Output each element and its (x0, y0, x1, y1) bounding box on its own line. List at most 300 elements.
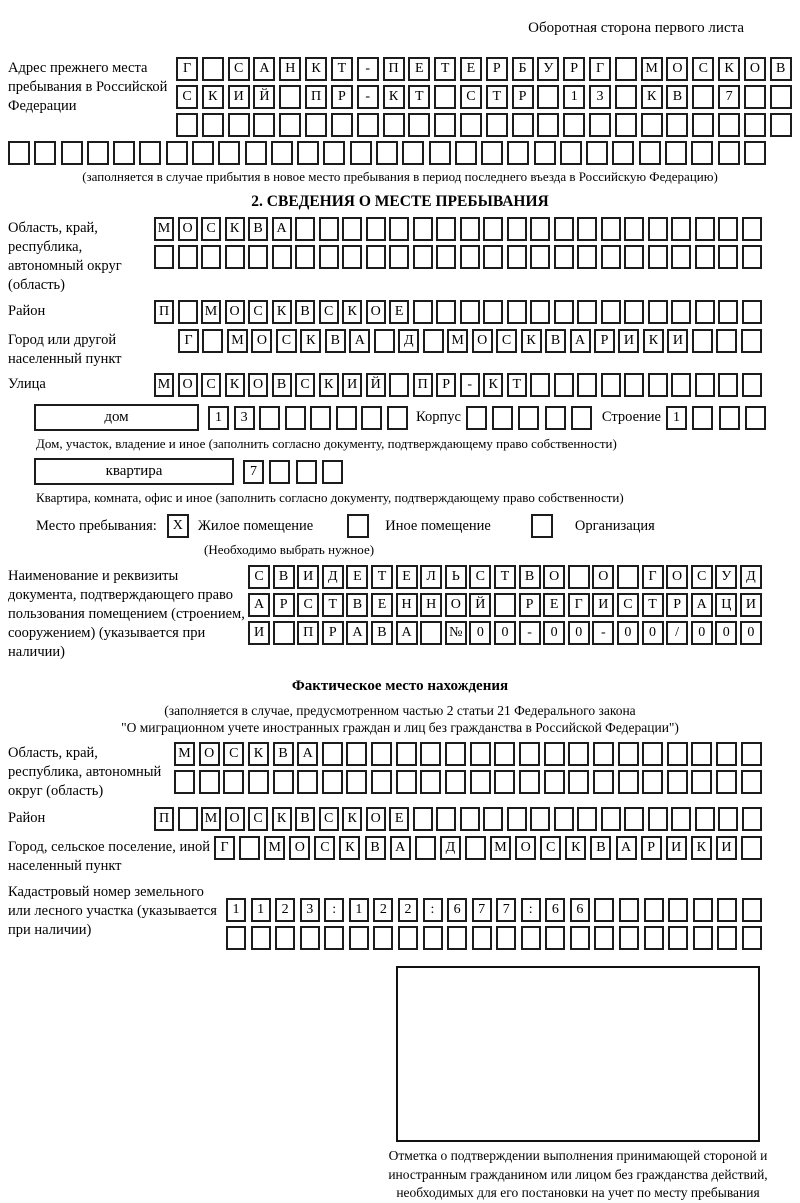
char-box[interactable] (202, 329, 223, 353)
char-box[interactable]: К (641, 85, 663, 109)
char-box[interactable] (481, 141, 503, 165)
char-box[interactable] (273, 621, 295, 645)
char-box[interactable] (560, 141, 582, 165)
char-box[interactable] (695, 217, 715, 241)
char-box[interactable] (8, 141, 30, 165)
char-box[interactable] (387, 406, 408, 430)
char-box[interactable] (420, 770, 441, 794)
char-box[interactable] (648, 217, 668, 241)
char-box[interactable] (423, 329, 444, 353)
char-box[interactable] (716, 329, 737, 353)
char-box[interactable]: Е (389, 300, 409, 324)
char-box[interactable] (589, 113, 611, 137)
char-box[interactable] (601, 807, 621, 831)
char-box[interactable]: О (199, 742, 220, 766)
char-box[interactable]: О (366, 300, 386, 324)
char-box[interactable]: В (365, 836, 386, 860)
char-box[interactable] (544, 742, 565, 766)
char-box[interactable] (295, 217, 315, 241)
char-box[interactable]: В (272, 373, 292, 397)
char-box[interactable]: Т (408, 85, 430, 109)
char-box[interactable] (272, 245, 292, 269)
char-box[interactable] (537, 113, 559, 137)
char-box[interactable] (537, 85, 559, 109)
char-box[interactable]: 0 (494, 621, 516, 645)
char-box[interactable]: С (691, 565, 713, 589)
char-box[interactable] (618, 770, 639, 794)
char-box[interactable]: С (692, 57, 714, 81)
char-box[interactable] (251, 926, 271, 950)
char-box[interactable] (436, 245, 456, 269)
char-box[interactable] (692, 329, 713, 353)
char-box[interactable] (617, 565, 639, 589)
char-box[interactable] (742, 217, 762, 241)
char-box[interactable]: В (371, 621, 393, 645)
char-box[interactable] (593, 742, 614, 766)
char-box[interactable] (429, 141, 451, 165)
char-box[interactable] (624, 373, 644, 397)
char-box[interactable] (744, 85, 766, 109)
char-box[interactable]: П (413, 373, 433, 397)
char-box[interactable] (389, 373, 409, 397)
char-box[interactable]: 1 (349, 898, 369, 922)
char-box[interactable] (718, 245, 738, 269)
char-box[interactable] (619, 898, 639, 922)
char-box[interactable]: В (545, 329, 566, 353)
char-box[interactable]: 1 (226, 898, 246, 922)
char-box[interactable] (695, 300, 715, 324)
char-box[interactable] (667, 742, 688, 766)
char-box[interactable]: С (460, 85, 482, 109)
house-field-box[interactable]: дом (34, 404, 199, 431)
char-box[interactable]: К (300, 329, 321, 353)
char-box[interactable]: 1 (563, 85, 585, 109)
char-box[interactable] (594, 898, 614, 922)
char-box[interactable]: О (178, 373, 198, 397)
char-box[interactable]: М (154, 373, 174, 397)
char-box[interactable] (545, 406, 566, 430)
char-box[interactable] (176, 113, 198, 137)
char-box[interactable] (445, 770, 466, 794)
char-box[interactable] (648, 300, 668, 324)
char-box[interactable] (357, 113, 379, 137)
char-box[interactable]: П (305, 85, 327, 109)
char-box[interactable]: Т (507, 373, 527, 397)
char-box[interactable] (691, 742, 712, 766)
char-box[interactable]: И (666, 836, 687, 860)
char-box[interactable] (455, 141, 477, 165)
char-box[interactable]: Р (563, 57, 585, 81)
char-box[interactable]: 2 (373, 898, 393, 922)
char-box[interactable] (577, 300, 597, 324)
char-box[interactable]: Б (512, 57, 534, 81)
char-box[interactable]: В (295, 807, 315, 831)
char-box[interactable]: Д (322, 565, 344, 589)
char-box[interactable] (434, 85, 456, 109)
char-box[interactable] (271, 141, 293, 165)
char-box[interactable] (154, 245, 174, 269)
char-box[interactable]: У (537, 57, 559, 81)
char-box[interactable] (742, 926, 762, 950)
char-box[interactable] (285, 406, 306, 430)
char-box[interactable] (415, 836, 436, 860)
char-box[interactable] (741, 329, 762, 353)
char-box[interactable] (639, 141, 661, 165)
char-box[interactable]: И (248, 621, 270, 645)
char-box[interactable]: Т (486, 85, 508, 109)
char-box[interactable]: А (253, 57, 275, 81)
char-box[interactable] (178, 245, 198, 269)
char-box[interactable] (530, 245, 550, 269)
char-box[interactable]: Р (519, 593, 541, 617)
char-box[interactable]: С (540, 836, 561, 860)
char-box[interactable]: М (490, 836, 511, 860)
char-box[interactable] (624, 300, 644, 324)
char-box[interactable] (389, 245, 409, 269)
char-box[interactable] (323, 141, 345, 165)
char-box[interactable]: В (325, 329, 346, 353)
char-box[interactable]: - (592, 621, 614, 645)
char-box[interactable] (671, 245, 691, 269)
char-box[interactable]: М (264, 836, 285, 860)
char-box[interactable] (692, 113, 714, 137)
char-box[interactable]: К (565, 836, 586, 860)
residential-checkbox[interactable]: X (167, 514, 189, 538)
char-box[interactable]: П (154, 300, 174, 324)
char-box[interactable] (693, 898, 713, 922)
char-box[interactable] (624, 245, 644, 269)
char-box[interactable]: К (202, 85, 224, 109)
char-box[interactable]: Е (396, 565, 418, 589)
char-box[interactable] (695, 807, 715, 831)
char-box[interactable] (322, 742, 343, 766)
char-box[interactable] (718, 807, 738, 831)
char-box[interactable]: 0 (617, 621, 639, 645)
char-box[interactable] (460, 217, 480, 241)
char-box[interactable] (554, 373, 574, 397)
char-box[interactable] (692, 406, 713, 430)
char-box[interactable]: К (383, 85, 405, 109)
char-box[interactable]: Е (460, 57, 482, 81)
char-box[interactable]: О (592, 565, 614, 589)
char-box[interactable]: Р (436, 373, 456, 397)
char-box[interactable] (507, 300, 527, 324)
char-box[interactable]: О (744, 57, 766, 81)
char-box[interactable] (436, 807, 456, 831)
char-box[interactable] (423, 926, 443, 950)
char-box[interactable]: Г (214, 836, 235, 860)
char-box[interactable] (336, 406, 357, 430)
char-box[interactable] (718, 300, 738, 324)
char-box[interactable]: 1 (251, 898, 271, 922)
char-box[interactable] (601, 373, 621, 397)
char-box[interactable]: Р (486, 57, 508, 81)
char-box[interactable] (641, 113, 663, 137)
char-box[interactable]: Г (178, 329, 199, 353)
char-box[interactable]: К (248, 742, 269, 766)
char-box[interactable]: 7 (472, 898, 492, 922)
char-box[interactable]: К (339, 836, 360, 860)
char-box[interactable]: - (357, 57, 379, 81)
char-box[interactable]: А (272, 217, 292, 241)
char-box[interactable] (373, 926, 393, 950)
char-box[interactable]: К (342, 807, 362, 831)
char-box[interactable] (577, 373, 597, 397)
char-box[interactable]: 3 (300, 898, 320, 922)
char-box[interactable] (544, 770, 565, 794)
char-box[interactable]: О (251, 329, 272, 353)
char-box[interactable] (518, 406, 539, 430)
apartment-field-box[interactable]: квартира (34, 458, 234, 485)
char-box[interactable]: В (519, 565, 541, 589)
char-box[interactable] (389, 217, 409, 241)
char-box[interactable] (202, 113, 224, 137)
char-box[interactable] (507, 807, 527, 831)
char-box[interactable]: О (472, 329, 493, 353)
char-box[interactable] (716, 742, 737, 766)
char-box[interactable] (113, 141, 135, 165)
char-box[interactable]: Р (331, 85, 353, 109)
char-box[interactable]: Р (594, 329, 615, 353)
char-box[interactable] (716, 770, 737, 794)
char-box[interactable] (460, 245, 480, 269)
char-box[interactable]: 7 (496, 898, 516, 922)
char-box[interactable] (420, 621, 442, 645)
char-box[interactable]: Д (398, 329, 419, 353)
char-box[interactable]: О (666, 57, 688, 81)
char-box[interactable] (460, 113, 482, 137)
char-box[interactable]: Т (494, 565, 516, 589)
char-box[interactable]: И (740, 593, 762, 617)
char-box[interactable]: А (346, 621, 368, 645)
char-box[interactable]: Р (273, 593, 295, 617)
char-box[interactable]: К (718, 57, 740, 81)
char-box[interactable]: 7 (718, 85, 740, 109)
char-box[interactable]: Е (346, 565, 368, 589)
char-box[interactable]: О (366, 807, 386, 831)
char-box[interactable] (644, 898, 664, 922)
char-box[interactable] (717, 898, 737, 922)
char-box[interactable] (507, 245, 527, 269)
char-box[interactable]: Т (371, 565, 393, 589)
char-box[interactable]: Й (469, 593, 491, 617)
char-box[interactable]: 0 (543, 621, 565, 645)
char-box[interactable] (554, 245, 574, 269)
char-box[interactable]: Р (512, 85, 534, 109)
char-box[interactable] (483, 245, 503, 269)
char-box[interactable] (470, 770, 491, 794)
char-box[interactable] (668, 926, 688, 950)
char-box[interactable]: М (154, 217, 174, 241)
char-box[interactable]: И (667, 329, 688, 353)
char-box[interactable]: К (272, 807, 292, 831)
char-box[interactable]: Т (434, 57, 456, 81)
char-box[interactable] (300, 926, 320, 950)
char-box[interactable] (615, 113, 637, 137)
char-box[interactable] (295, 245, 315, 269)
char-box[interactable] (770, 113, 792, 137)
char-box[interactable] (644, 926, 664, 950)
char-box[interactable]: 2 (275, 898, 295, 922)
char-box[interactable]: Р (666, 593, 688, 617)
char-box[interactable] (492, 406, 513, 430)
char-box[interactable]: С (176, 85, 198, 109)
char-box[interactable]: С (276, 329, 297, 353)
char-box[interactable] (601, 217, 621, 241)
char-box[interactable]: С (248, 565, 270, 589)
char-box[interactable]: С (201, 373, 221, 397)
char-box[interactable] (296, 460, 317, 484)
char-box[interactable] (346, 770, 367, 794)
char-box[interactable] (371, 770, 392, 794)
char-box[interactable]: П (154, 807, 174, 831)
char-box[interactable] (202, 57, 224, 81)
char-box[interactable]: К (272, 300, 292, 324)
char-box[interactable]: О (445, 593, 467, 617)
char-box[interactable] (239, 836, 260, 860)
char-box[interactable] (398, 926, 418, 950)
char-box[interactable]: В (666, 85, 688, 109)
char-box[interactable]: 6 (545, 898, 565, 922)
char-box[interactable]: Р (322, 621, 344, 645)
char-box[interactable] (225, 245, 245, 269)
char-box[interactable]: И (716, 836, 737, 860)
char-box[interactable] (665, 141, 687, 165)
char-box[interactable] (445, 742, 466, 766)
char-box[interactable]: С (319, 807, 339, 831)
char-box[interactable]: О (515, 836, 536, 860)
char-box[interactable]: В (770, 57, 792, 81)
char-box[interactable] (671, 373, 691, 397)
char-box[interactable]: М (201, 807, 221, 831)
char-box[interactable] (568, 770, 589, 794)
char-box[interactable] (413, 217, 433, 241)
char-box[interactable] (671, 807, 691, 831)
char-box[interactable]: В (273, 565, 295, 589)
char-box[interactable] (577, 245, 597, 269)
char-box[interactable]: С (248, 300, 268, 324)
char-box[interactable]: А (349, 329, 370, 353)
char-box[interactable] (178, 300, 198, 324)
char-box[interactable] (259, 406, 280, 430)
char-box[interactable] (402, 141, 424, 165)
char-box[interactable]: С (617, 593, 639, 617)
char-box[interactable] (554, 300, 574, 324)
char-box[interactable] (667, 770, 688, 794)
char-box[interactable]: Г (642, 565, 664, 589)
char-box[interactable] (248, 245, 268, 269)
char-box[interactable]: 1 (666, 406, 687, 430)
char-box[interactable] (615, 85, 637, 109)
char-box[interactable] (322, 770, 343, 794)
char-box[interactable] (413, 807, 433, 831)
char-box[interactable] (530, 300, 550, 324)
char-box[interactable]: А (297, 742, 318, 766)
char-box[interactable]: В (346, 593, 368, 617)
char-box[interactable]: И (618, 329, 639, 353)
char-box[interactable]: С (295, 373, 315, 397)
char-box[interactable]: О (543, 565, 565, 589)
char-box[interactable]: - (519, 621, 541, 645)
char-box[interactable]: П (297, 621, 319, 645)
char-box[interactable]: И (592, 593, 614, 617)
char-box[interactable] (494, 770, 515, 794)
char-box[interactable] (436, 300, 456, 324)
char-box[interactable] (719, 406, 740, 430)
char-box[interactable] (718, 113, 740, 137)
char-box[interactable]: М (174, 742, 195, 766)
char-box[interactable]: О (289, 836, 310, 860)
char-box[interactable]: Ц (715, 593, 737, 617)
char-box[interactable]: 0 (568, 621, 590, 645)
char-box[interactable]: С (469, 565, 491, 589)
char-box[interactable] (374, 329, 395, 353)
char-box[interactable]: О (248, 373, 268, 397)
char-box[interactable]: О (225, 300, 245, 324)
char-box[interactable] (465, 836, 486, 860)
char-box[interactable]: 0 (691, 621, 713, 645)
char-box[interactable]: В (248, 217, 268, 241)
char-box[interactable] (494, 593, 516, 617)
char-box[interactable] (413, 300, 433, 324)
char-box[interactable] (741, 742, 762, 766)
char-box[interactable] (248, 770, 269, 794)
char-box[interactable] (691, 141, 713, 165)
char-box[interactable] (671, 300, 691, 324)
char-box[interactable] (601, 300, 621, 324)
char-box[interactable] (322, 460, 343, 484)
char-box[interactable] (253, 113, 275, 137)
char-box[interactable] (742, 300, 762, 324)
char-box[interactable] (692, 85, 714, 109)
char-box[interactable]: 7 (243, 460, 264, 484)
char-box[interactable] (396, 770, 417, 794)
char-box[interactable] (742, 373, 762, 397)
char-box[interactable]: М (447, 329, 468, 353)
char-box[interactable] (530, 807, 550, 831)
char-box[interactable] (568, 742, 589, 766)
char-box[interactable] (269, 460, 290, 484)
char-box[interactable] (483, 807, 503, 831)
char-box[interactable]: А (390, 836, 411, 860)
char-box[interactable] (519, 742, 540, 766)
char-box[interactable] (718, 373, 738, 397)
char-box[interactable] (668, 898, 688, 922)
char-box[interactable] (601, 245, 621, 269)
char-box[interactable] (324, 926, 344, 950)
char-box[interactable]: П (383, 57, 405, 81)
char-box[interactable]: И (342, 373, 362, 397)
char-box[interactable] (642, 742, 663, 766)
char-box[interactable] (494, 742, 515, 766)
char-box[interactable] (466, 406, 487, 430)
char-box[interactable]: : (423, 898, 443, 922)
char-box[interactable] (483, 300, 503, 324)
char-box[interactable] (507, 217, 527, 241)
char-box[interactable] (483, 217, 503, 241)
char-box[interactable] (671, 217, 691, 241)
char-box[interactable] (447, 926, 467, 950)
char-box[interactable] (297, 141, 319, 165)
char-box[interactable] (530, 217, 550, 241)
char-box[interactable] (619, 926, 639, 950)
char-box[interactable] (61, 141, 83, 165)
char-box[interactable] (310, 406, 331, 430)
char-box[interactable] (648, 245, 668, 269)
char-box[interactable] (554, 217, 574, 241)
char-box[interactable]: Й (253, 85, 275, 109)
char-box[interactable] (744, 113, 766, 137)
